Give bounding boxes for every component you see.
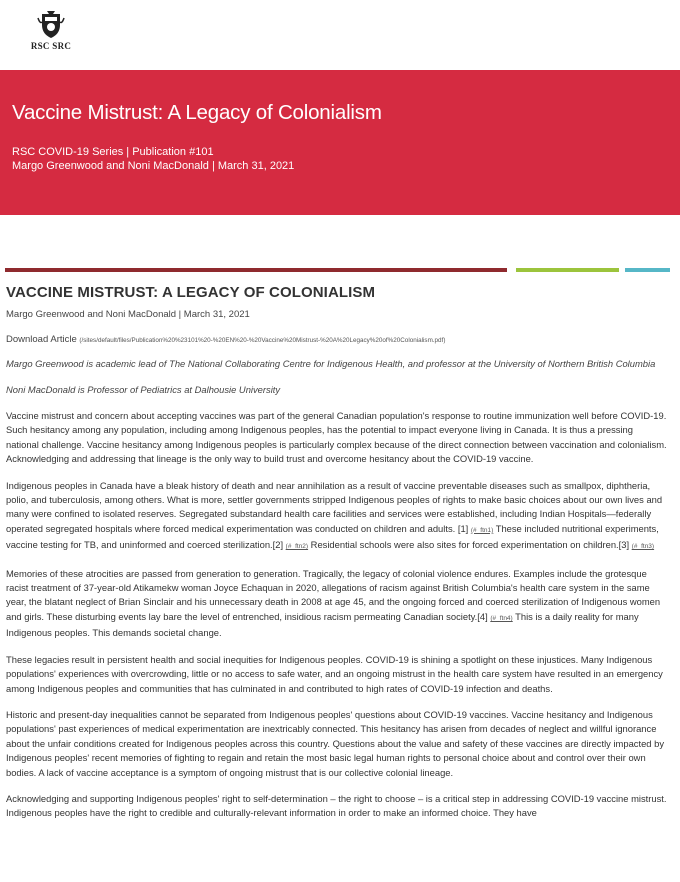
- author-bio-greenwood: Margo Greenwood is academic lead of The National Collaborating Centre for Indigenous Health, and professor at the University of Northern British Columbia: [6, 358, 656, 369]
- divider-green: [516, 268, 619, 272]
- author-bio-macdonald: Noni MacDonald is Professor of Pediatrics at Dalhousie University: [6, 384, 281, 395]
- paragraph-6: Acknowledging and supporting Indigenous peoples' right to self-determination – the right to choose – is a critical step in addressing COVID-19 vaccine mistrust. Indigenous peoples have the right to credible and culturally-relevant information in order to make an informed choice. They have: [6, 792, 667, 819]
- paragraph-2-text-a: Indigenous peoples in Canada have a bleak history of death and near annihilation as a result of vaccine preventable diseases such as smallpox, diphtheria, polio, and tuberculosis, among others. What is more, settler governments stripped Indigenous peoples of rights to make basic choices about our own lives and many were confined to isolated reserves. Segregated substandard health care facilities and services were established, including Indian Hospitals—federally operated segregated hospitals where forced medical experimentation was conducted on children and adults. [1]: [6, 479, 663, 534]
- banner-title: Vaccine Mistrust: A Legacy of Colonialism: [12, 101, 382, 124]
- logo-text: RSC SRC: [30, 41, 72, 51]
- divider-red: [5, 268, 507, 272]
- footnote-link-3[interactable]: (#_ftn3): [631, 543, 655, 551]
- article-body: [6, 284, 668, 821]
- paragraph-1: Vaccine mistrust and concern about accepting vaccines was part of the general Canadian population's response to routine immunization well before COVID-19. Such hesitancy among any population, including among Indigenous peoples, has the potential to impact everyone living in Canada. It is thus a pressing national challenge. Vaccine hesitancy among Indigenous peoples is particularly complex because of the direct connection between vaccination and colonialism. Acknowledging and addressing that lineage is the only way to build trust and overcome hesitancy about the COVID-19 vaccine.: [6, 410, 667, 465]
- banner-series: RSC COVID-19 Series | Publication #101: [12, 146, 214, 158]
- footnote-link-4[interactable]: (#_ftn4): [490, 614, 513, 622]
- paragraph-2: [6, 479, 668, 555]
- paragraph-3-text-b: This is a daily reality for many Indigenous peoples. This demands societal change.: [6, 610, 639, 639]
- paragraph-3-text-a: Memories of these atrocities are passed from generation to generation. Tragically, the legacy of colonial violence endures. Examples include the grotesque racist treatment of 37-year-old Atikamekw woman Joyce Echaquan in 2020, allegations of racism against British Columbia's health care system in the same year, the blatant neglect of Brian Sinclair and his unnecessary death in 2008 at age 45, and the ongoing forced and coerced sterilization of Indigenous women and girls. These disturbing events lay bare the level of entrenched, insidious racism permeating Canadian society.[4]: [6, 567, 661, 622]
- paragraph-5: Historic and present-day inequalities cannot be separated from Indigenous peoples' questions about COVID-19 vaccines. Vaccine hesitancy and Indigenous populations' past experiences of medical experimentation are inextricably connected. This hesitancy has arisen from decades of neglect and willful ignorance about the unfair conditions created for Indigenous peoples across this country. Questions about the value and safety of these vaccines are directly impacted by Indigenous peoples' recent memories of fighting to regain and retain the most basic legal human rights to personal choice about and control over their own bodies. A lack of vaccine acceptance is a symptom of ongoing mistrust that is our collective colonial lineage.: [6, 708, 665, 778]
- footnote-link-2[interactable]: (#_ftn2): [285, 543, 309, 551]
- paragraph-2-text-c: Residential schools were also sites for forced experimentation on children.[3]: [308, 539, 630, 551]
- download-label: Download Article: [6, 334, 77, 345]
- color-divider: [5, 268, 670, 272]
- title-banner: [0, 70, 680, 215]
- paragraph-4: These legacies result in persistent health and social inequities for Indigenous peoples. COVID-19 is shining a spotlight on these injustices. Many Indigenous populations' experiences with overcrowding, little or no access to safe water, and an ongoing mistrust in the health care system have resulted in an emergency among Indigenous peoples and communities that has culminated in and contributed to high rates of COVID-19 infection and deaths.: [6, 653, 663, 694]
- divider-blue: [625, 268, 670, 272]
- banner-authors: Margo Greenwood and Noni MacDonald | March 31, 2021: [12, 160, 295, 172]
- paragraph-2-text-b: These included nutritional experiments, vaccine testing for TB, and uninformed and coerced sterilization.[2]: [6, 522, 659, 551]
- crest-icon: [36, 10, 66, 40]
- footnote-link-1[interactable]: (#_ftn1): [470, 526, 494, 534]
- paragraph-3: [6, 567, 668, 641]
- rsc-src-logo[interactable]: [25, 10, 77, 62]
- download-url: (/sites/default/files/Publication%20%23101%20-%20EN%20-%20Vaccine%20Mistrust-%20A%20Legacy%20of%20Colonialism.pdf): [79, 337, 446, 344]
- download-row: [6, 334, 668, 345]
- article-byline: Margo Greenwood and Noni MacDonald | March 31, 2021: [6, 309, 250, 320]
- article-heading: VACCINE MISTRUST: A LEGACY OF COLONIALISM: [6, 284, 376, 301]
- download-article-link[interactable]: [6, 334, 445, 345]
